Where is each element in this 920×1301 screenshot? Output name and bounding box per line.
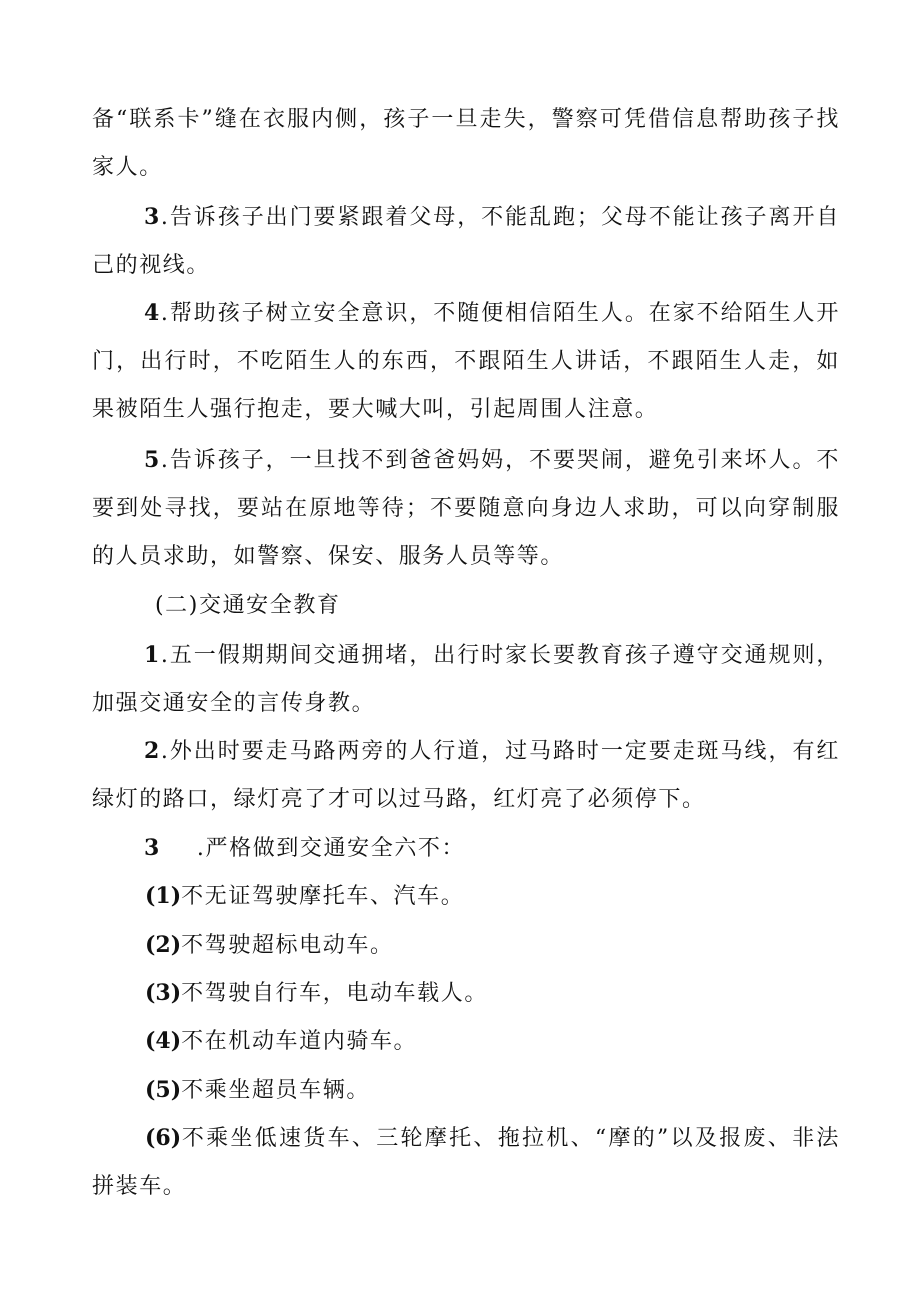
rule-marker: (1) xyxy=(145,883,182,909)
rule-text: 不驾驶超标电动车。 xyxy=(181,933,394,958)
rule-marker: (6) xyxy=(145,1125,182,1151)
section-heading-traffic-safety: (二)交通安全教育 xyxy=(155,593,341,618)
rule-item xyxy=(145,921,394,970)
rule-item xyxy=(145,872,464,921)
rule-item xyxy=(92,1114,840,1211)
rule-marker: (3) xyxy=(145,980,182,1006)
paragraph-text: .告诉孩子，一旦找不到爸爸妈妈，不要哭闹，避免引来坏人。不要到处寻找，要站在原地等待；不要随意向身边人求助，可以向穿制服的人员求助，如警察、保安、服务人员等等。 xyxy=(92,448,840,569)
rule-text: 不驾驶自行车，电动车载人。 xyxy=(181,981,488,1006)
rule-marker: (5) xyxy=(145,1077,182,1103)
paragraph-text: .帮助孩子树立安全意识，不随便相信陌生人。在家不给陌生人开门，出行时，不吃陌生人的东西，不跟陌生人讲话，不跟陌生人走，如果被陌生人强行抱走，要大喊大叫，引起周围人注意。 xyxy=(92,301,840,422)
rule-text: 不乘坐超员车辆。 xyxy=(181,1078,370,1103)
paragraph-text: 备“联系卡”缝在衣服内侧，孩子一旦走失，警察可凭借信息帮助孩子找家人。 xyxy=(92,107,840,180)
paragraph-traffic-1 xyxy=(92,631,840,728)
paragraph-text: .严格做到交通安全六不： xyxy=(196,836,466,861)
item-number: 3 xyxy=(144,835,161,861)
rule-text: 不在机动车道内骑车。 xyxy=(181,1029,418,1054)
paragraph-item-5 xyxy=(92,436,840,581)
item-number: 2 xyxy=(144,738,161,764)
rule-text: 不乘坐低速货车、三轮摩托、拖拉机、“摩的”以及报废、非法拼装车。 xyxy=(92,1126,840,1199)
item-number: 1 xyxy=(144,642,161,668)
item-number: 3 xyxy=(144,204,161,230)
rule-item xyxy=(145,1017,417,1066)
paragraph-item-4 xyxy=(92,289,840,434)
paragraph-traffic-2 xyxy=(92,727,840,824)
rule-text: 不无证驾驶摩托车、汽车。 xyxy=(181,884,465,909)
paragraph-traffic-3 xyxy=(92,824,840,873)
rule-item xyxy=(145,969,488,1018)
paragraph-text: .外出时要走马路两旁的人行道，过马路时一定要走斑马线，有红绿灯的路口，绿灯亮了才可以过马路，红灯亮了必须停下。 xyxy=(92,739,840,812)
paragraph-contact-card xyxy=(92,96,840,192)
rule-marker: (2) xyxy=(145,932,182,958)
paragraph-item-3 xyxy=(92,193,840,290)
paragraph-text: .五一假期期间交通拥堵，出行时家长要教育孩子遵守交通规则，加强交通安全的言传身教。 xyxy=(92,643,840,716)
item-number: 5 xyxy=(144,447,161,473)
paragraph-text: .告诉孩子出门要紧跟着父母，不能乱跑；父母不能让孩子离开自己的视线。 xyxy=(92,205,840,278)
rule-marker: (4) xyxy=(145,1028,182,1054)
rule-item xyxy=(145,1066,370,1115)
item-number: 4 xyxy=(144,300,161,326)
